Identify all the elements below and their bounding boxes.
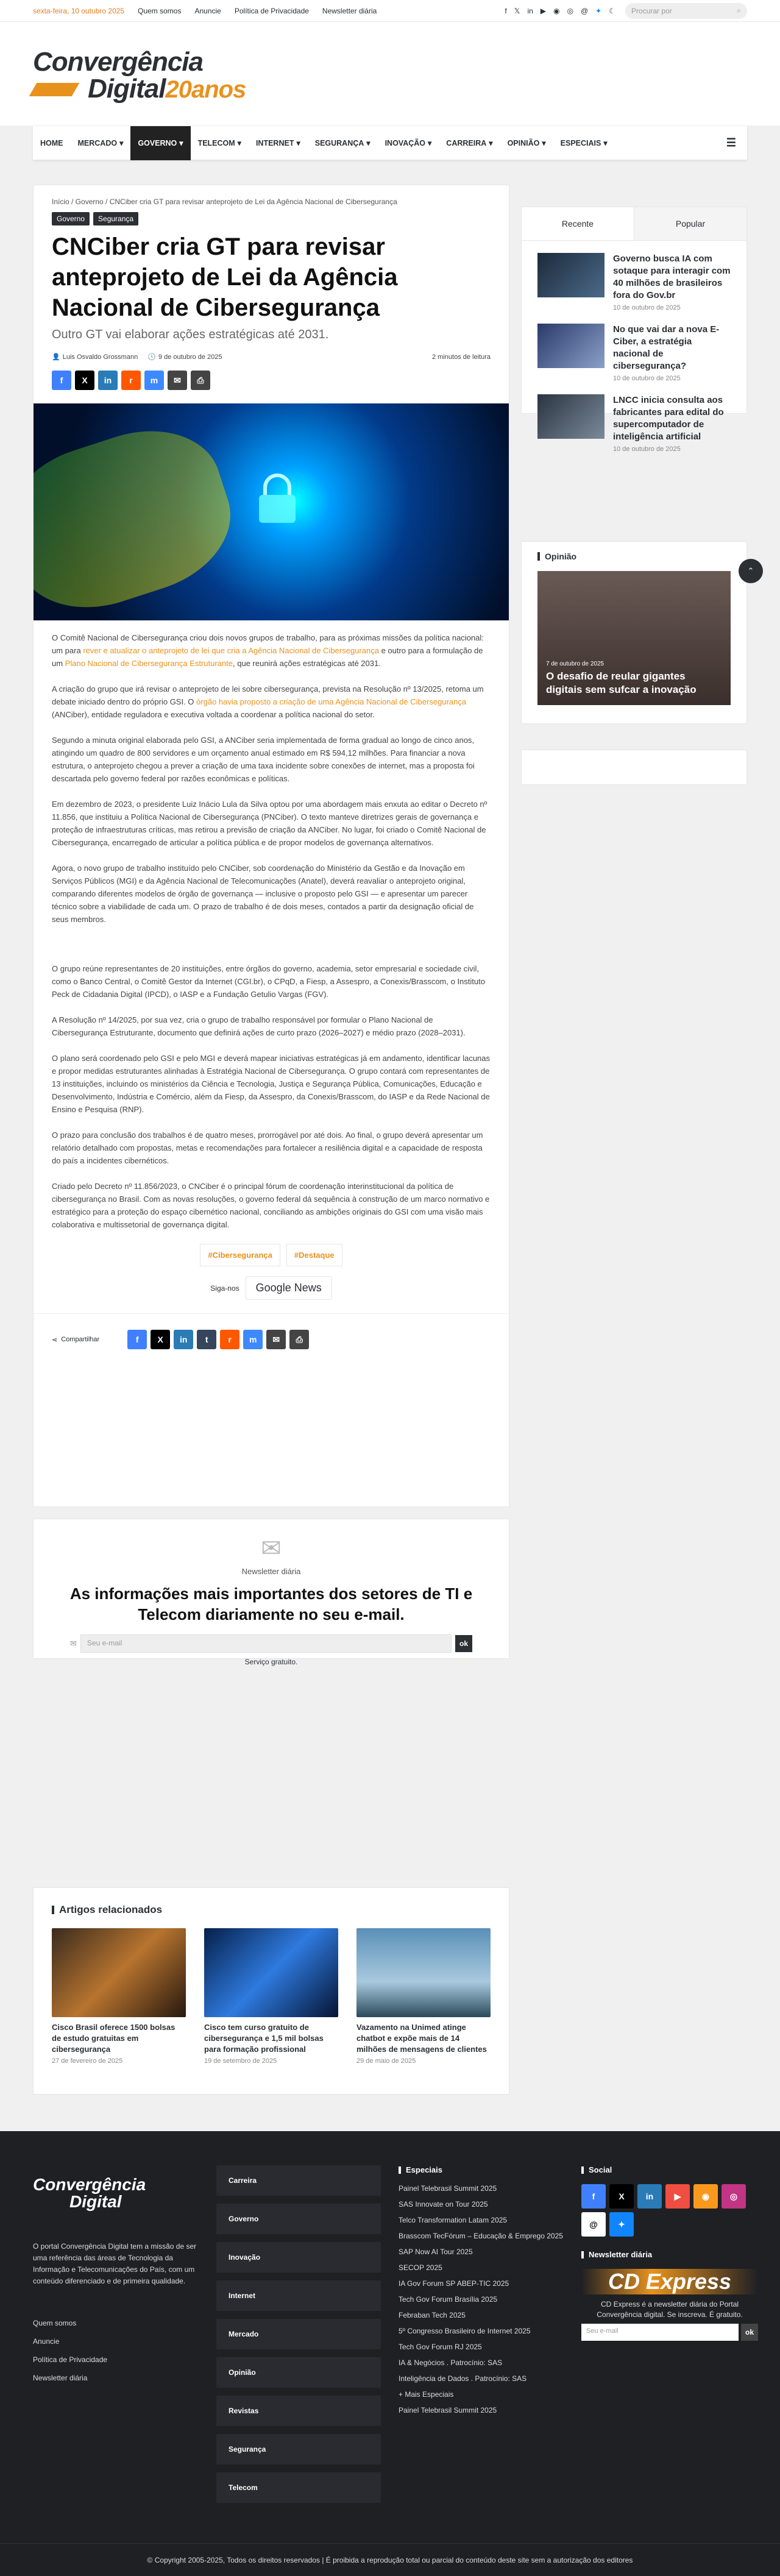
- post-thumbnail[interactable]: [537, 324, 604, 368]
- especiais-title: Especiais: [399, 2165, 563, 2174]
- youtube-icon[interactable]: ▶: [540, 6, 547, 15]
- footer-newsletter-title: Newsletter diária: [581, 2250, 758, 2259]
- especial-link[interactable]: IA Gov Forum SP ABEP-TIC 2025: [399, 2279, 509, 2288]
- follow-label: Siga-nos: [210, 1283, 239, 1293]
- post-thumbnail[interactable]: [537, 253, 604, 297]
- opinion-title: Opinião: [522, 542, 746, 571]
- chevron-down-icon: ▾: [366, 139, 370, 147]
- especial-link[interactable]: SECOP 2025: [399, 2263, 442, 2272]
- site-logo[interactable]: [33, 49, 747, 103]
- tab-recente[interactable]: Recente: [522, 207, 634, 240]
- post-title[interactable]: No que vai dar a nova E-Ciber, a estratégia nacional de cibersegurança?: [613, 324, 720, 371]
- chevron-down-icon: ▾: [603, 139, 608, 147]
- footer-cat[interactable]: Mercado: [216, 2319, 381, 2349]
- messenger-icon[interactable]: m: [243, 1330, 263, 1349]
- facebook-icon[interactable]: f: [52, 371, 71, 390]
- linkedin-icon[interactable]: in: [174, 1330, 193, 1349]
- rss-icon[interactable]: ◉: [553, 6, 560, 15]
- especial-link[interactable]: Tech Gov Forum RJ 2025: [399, 2343, 482, 2351]
- threads-icon[interactable]: @: [581, 2212, 606, 2237]
- footer: [0, 2131, 780, 2576]
- x-icon[interactable]: X: [151, 1330, 170, 1349]
- chevron-down-icon: ▾: [179, 139, 183, 147]
- chevron-down-icon: ▾: [428, 139, 432, 147]
- nav-internet[interactable]: INTERNET ▾: [255, 138, 300, 147]
- footer-cat[interactable]: Internet: [216, 2280, 381, 2311]
- post-thumbnail[interactable]: [537, 394, 604, 439]
- search-placeholder: Procurar por: [631, 6, 672, 15]
- breadcrumb[interactable]: Início / Governo / CNCiber cria GT para revisar anteprojeto de Lei da Agência Nacional de Cibersegurança: [52, 197, 397, 206]
- bottom-share-bar: [34, 1313, 509, 1364]
- footer-link[interactable]: Política de Privacidade: [33, 2355, 108, 2364]
- related-item[interactable]: [52, 1928, 186, 2065]
- footer-about: O portal Convergência Digital tem a missão de ser uma referência das áreas de Tecnologia da Informação e Telecomunicações do País, com um conteúdo diferenciado e de primeira qualidade.: [33, 2242, 197, 2285]
- rss-icon[interactable]: ◉: [693, 2184, 718, 2209]
- top-link-quem-somos[interactable]: Quem somos: [138, 6, 182, 15]
- related-item-title[interactable]: Cisco tem curso gratuito de cibersegurança e 1,5 mil bolsas para formação profissional: [204, 2023, 324, 2054]
- related-item-date: 19 de setembro de 2025: [204, 2057, 277, 2065]
- cd-express-logo: CD Express: [581, 2269, 758, 2294]
- messenger-icon[interactable]: m: [144, 371, 164, 390]
- nav-telecom[interactable]: TELECOM ▾: [197, 138, 241, 147]
- nav-mercado[interactable]: MERCADO ▾: [77, 138, 124, 147]
- facebook-icon[interactable]: f: [127, 1330, 147, 1349]
- article-body: O Comitê Nacional de Cibersegurança criou dois novos grupos de trabalho, para as próximas missões da política nacional: um para rever e atualizar o anteprojeto de lei que cria a Agência Nacional de Cibersegurança e outro para a formulação de um Plano Nacional de Cibersegurança Estruturante, que reunirá ações estratégicas até 2031. A criação do grupo que irá revisar o anteprojeto de lei sobre cibersegurança, prevista na Resolução nº 13/2025, retoma um debate iniciado dentro do próprio GSI. O órgão havia proposto a criação de uma Agência Nacional de Cibersegurança (ANCiber), entidade reguladora e executiva voltada a coordenar a política nacional do setor. Segundo a minuta original elaborada pelo GSI, a ANCiber seria implementada de forma gradual ao longo de cinco anos, atingindo um quadro de 800 servidores e um orçamento anual estimado em R$ 594,12 milhões. Para financiar a nova estrutura, o anteprojeto chegou a prever a criação de uma taxa incidente sobre conexões de internet, mas a proposta foi descartada pelo governo federal por razões econômicas e políticas. Em dezembro de 2023, o presidente Luiz Inácio Lula da Silva optou por uma abordagem mais enxuta ao editar o Decreto nº 11.856, que instituiu a Política Nacional de Cibersegurança (PNCiber). O texto manteve diretrizes gerais de governança e proteção de infraestruturas críticas, mas retirou a previsão de criação da ANCiber. No lugar, foi criado o Comitê Nacional de Cibersegurança, encarregado de articular a política pública e de propor modelos de governança alternativos. Agora, o novo grupo de trabalho instituído pelo CNCiber, sob coordenação do Ministério da Gestão e da Inovação em Serviços Públicos (MGI) e da Agência Nacional de Telecomunicações (Anatel), deverá reavaliar o anteprojeto original, comparando diferentes modelos de órgão de governança — inclusive o proposto pelo GSI — e apresentar um parecer técnico sobre a viabilidade de cada um. O prazo de trabalho é de dois meses, contados a partir da designação oficial de seus membros. O grupo reúne representantes de 20 instituições, entre órgãos do governo, academia, setor empresarial e sociedade civil, como o Banco Central, o Comitê Gestor da Internet (CGI.br), o CPqD, a Fiesp, a Assespro, a Conexis/Brasscom, o Instituto Peck de Cidadania Digital (IPCD), o IASP e a Fundação Getulio Vargas (FGV). A Resolução nº 14/2025, por sua vez, cria o grupo de trabalho responsável por formular o Plano Nacional de Cibersegurança Estruturante, documento que definirá ações de curto prazo (2026–2027) e médio prazo (2028–2031). O plano será coordenado pelo GSI e pelo MGI e deverá mapear iniciativas estratégicas já em andamento, identificar lacunas e propor medidas estruturantes alinhadas à Estratégia Nacional de Cibersegurança. O grupo contará com representantes de 13 instituições, incluindo os ministérios da Ciência e Tecnologia, Justiça e Segurança Pública, Comunicações, Educação e Desenvolvimento, Indústria e Comércio, além da Fiesp, da Assespro, da Conexis/Brasscom, do IASP e da Rede Nacional de Ensino e Pesquisa (RNP). O prazo para conclusão dos trabalhos é de quatro meses, prorrogável por até dois. Ao final, o grupo deverá apresentar um relatório detalhado com propostas, metas e recomendações para fortalecer a resiliência digital e a capacidade de resposta do país a incidentes cibernéticos. Criado pelo Decreto nº 11.856/2023, o CNCiber é o principal fórum de coordenação interinstitucional da política de cibersegurança no Brasil. Com as novas resoluções, o governo federal dá sequência à construção de um marco normativo e estratégico para a proteção do espaço cibernético nacional, conciliando as ambições originais do GSI com uma visão mais colaborativa e multissetorial de governança digital. #Cibersegurança #Destaque Siga-nos Google News ⋖ Compartilhar f X in t r m ✉ ⎙: [34, 620, 509, 1364]
- especial-link[interactable]: IA & Negócios . Patrocínio: SAS: [399, 2358, 503, 2367]
- hashtag-destaque[interactable]: #Destaque: [286, 1244, 342, 1266]
- especial-link[interactable]: Febraban Tech 2025: [399, 2311, 466, 2319]
- chevron-down-icon: ▾: [296, 139, 300, 147]
- post-date: 10 de outubro de 2025: [613, 375, 681, 382]
- page-title: CNCiber cria GT para revisar anteprojeto de Lei da Agência Nacional de Cibersegurança: [52, 233, 398, 321]
- sidebar-opinion-widget: [521, 541, 747, 724]
- paragraph: O grupo reúne representantes de 20 instituições, entre órgãos do governo, academia, setor empresarial e sociedade civil, como o Banco Central, o Comitê Gestor da Internet (CGI.br), o CPqD, a Fiesp, a Assespro, a Conexis/Brasscom, o Instituto Peck de Cidadania Digital (IPCD), o IASP e a Fundação Getulio Vargas (FGV).: [52, 964, 485, 999]
- footer-cat[interactable]: Telecom: [216, 2472, 381, 2503]
- tag-governo[interactable]: Governo: [52, 212, 90, 225]
- x-icon[interactable]: 𝕏: [514, 6, 520, 15]
- social-title: Social: [581, 2165, 758, 2174]
- related-item-title[interactable]: Cisco Brasil oferece 1500 bolsas de estudo gratuitas em cibersegurança: [52, 2023, 176, 2054]
- x-icon[interactable]: X: [609, 2184, 634, 2209]
- author-name[interactable]: Luis Osvaldo Grossmann: [62, 353, 138, 361]
- post-title[interactable]: LNCC inicia consulta aos fabricantes para edital do supercomputador de inteligência artificial: [613, 395, 724, 442]
- especial-link[interactable]: SAP Now AI Tour 2025: [399, 2248, 473, 2256]
- hashtag-ciberseguranca[interactable]: #Cibersegurança: [200, 1244, 280, 1266]
- paragraph: O prazo para conclusão dos trabalhos é de quatro meses, prorrogável por até dois. Ao final, o grupo deverá apresentar um relatório detalhado com propostas, metas e recomendações para fortalecer a resiliência digital e a capacidade de resposta do país a incidentes cibernéticos.: [52, 1130, 483, 1165]
- paragraph: Segundo a minuta original elaborada pelo GSI, a ANCiber seria implementada de forma gradual ao longo de cinco anos, atingindo um quadro de 800 servidores e um orçamento anual estimado em R$ 594,12 milhões. Para financiar a nova estrutura, o anteprojeto chegou a prever a criação de uma taxa incidente sobre conexões de internet, mas a proposta foi descartada pelo governo federal por razões econômicas e políticas.: [52, 736, 475, 783]
- especial-link[interactable]: Painel Telebrasil Summit 2025: [399, 2406, 497, 2415]
- reading-time: 2 minutos de leitura: [432, 353, 491, 361]
- footer-cat[interactable]: Opinião: [216, 2357, 381, 2388]
- especial-link[interactable]: + Mais Especiais: [399, 2390, 454, 2399]
- paragraph: Em dezembro de 2023, o presidente Luiz Inácio Lula da Silva optou por uma abordagem mais enxuta ao editar o Decreto nº 11.856, que instituiu a Política Nacional de Cibersegurança (PNCiber). O texto manteve diretrizes gerais de governança e proteção de infraestruturas críticas, mas retirou a previsão de criação da ANCiber. No lugar, foi criado o Comitê Nacional de Cibersegurança, encarregado de articular a política pública e de propor modelos de governança alternativos.: [52, 800, 488, 847]
- footer-submit-button[interactable]: ok: [741, 2324, 758, 2341]
- mail-icon: ✉: [70, 1639, 77, 1648]
- related-title: Artigos relacionados: [34, 1888, 509, 1928]
- top-bar: [0, 0, 780, 22]
- nav-governo[interactable]: GOVERNO ▾: [130, 126, 190, 160]
- newsletter-title: As informações mais importantes dos setores de TI e Telecom diariamente no seu e-mail.: [69, 1584, 473, 1623]
- top-link-privacidade[interactable]: Política de Privacidade: [234, 6, 309, 15]
- especial-link[interactable]: Inteligência de Dados . Patrocínio: SAS: [399, 2374, 527, 2383]
- linkedin-icon[interactable]: in: [527, 6, 533, 15]
- sidebar-post[interactable]: [537, 253, 731, 311]
- nav-opiniao[interactable]: OPINIÃO ▾: [507, 138, 546, 147]
- paragraph: Agora, o novo grupo de trabalho instituído pelo CNCiber, sob coordenação do Ministério da Gestão e da Inovação em Serviços Públicos (MGI) e da Agência Nacional de Telecomunicações (Anatel), deverá reavaliar o anteprojeto original, comparando diferentes modelos de órgão de governança — inclusive o proposto pelo GSI — e apresentar um parecer técnico sobre a viabilidade de cada um. O prazo de trabalho é de dois meses, contados a partir da designação oficial de seus membros.: [52, 864, 474, 924]
- print-icon[interactable]: ⎙: [289, 1330, 309, 1349]
- article: [33, 185, 509, 1507]
- user-icon: 👤: [52, 353, 60, 361]
- newsletter-box: [33, 1519, 509, 1666]
- related-item-date: 29 de maio de 2025: [356, 2057, 416, 2065]
- brazil-flag-overlay: [34, 410, 247, 620]
- opinion-headline[interactable]: O desafio de reular gigantes digitais sem sufcar a inovação: [546, 670, 697, 695]
- especial-link[interactable]: SAS Innovate on Tour 2025: [399, 2200, 488, 2209]
- footer-social: [581, 2165, 758, 2341]
- newsletter-note: Serviço gratuito.: [244, 1658, 298, 1666]
- newsletter-label: Newsletter diária: [241, 1567, 301, 1576]
- related-image[interactable]: [204, 1928, 338, 2017]
- linkedin-icon[interactable]: in: [637, 2184, 662, 2209]
- related-item-date: 27 de fevereiro de 2025: [52, 2057, 123, 2065]
- google-news-button[interactable]: Google News: [246, 1276, 332, 1300]
- newsletter-email-input[interactable]: Seu e-mail: [80, 1634, 452, 1653]
- especial-link[interactable]: 5º Congresso Brasileiro de Internet 2025: [399, 2327, 531, 2335]
- copyright: © Copyright 2005-2025, Todos os direitos reservados | É proibida a reprodução total ou parcial do conteúdo deste site sem a autorização dos editores: [0, 2543, 780, 2576]
- paragraph: Criado pelo Decreto nº 11.856/2023, o CNCiber é o principal fórum de coordenação interinstitucional da política de cibersegurança no Brasil. Com as novas resoluções, o governo federal dá sequência à construção de um marco normativo e estratégico para a proteção do espaço cibernético nacional, conciliando as ambições originais do GSI com uma visão mais colaborativa e multissetorial de governança digital.: [52, 1182, 490, 1229]
- link-anteprojeto[interactable]: rever e atualizar o anteprojeto de lei que cria a Agência Nacional de Cibersegurança: [83, 646, 379, 655]
- sidebar-tabs-widget: [521, 207, 747, 453]
- main-nav: [33, 126, 747, 160]
- footer-link[interactable]: Anuncie: [33, 2337, 60, 2346]
- search-icon[interactable]: ⌕: [737, 6, 741, 15]
- footer-cat[interactable]: Governo: [216, 2204, 381, 2234]
- envelope-icon: ✉: [261, 1535, 282, 1562]
- paragraph: A Resolução nº 14/2025, por sua vez, cria o grupo de trabalho responsável por formular o Plano Nacional de Cibersegurança Estruturante, documento que definirá ações de curto prazo (2026–2027) e médio prazo (2028–2031).: [52, 1015, 466, 1037]
- especial-link[interactable]: Tech Gov Forum Brasília 2025: [399, 2295, 498, 2304]
- logo-line2: Digital: [88, 74, 166, 104]
- related-item[interactable]: [356, 1928, 491, 2065]
- link-anciber[interactable]: órgão havia proposto a criação de uma Agência Nacional de Cibersegurança: [196, 697, 467, 706]
- nav-seguranca[interactable]: SEGURANÇA ▾: [314, 138, 370, 147]
- nav-inovacao[interactable]: INOVAÇÃO ▾: [385, 138, 432, 147]
- related-item[interactable]: [204, 1928, 338, 2065]
- footer-cat[interactable]: Inovação: [216, 2242, 381, 2273]
- reddit-icon[interactable]: r: [220, 1330, 239, 1349]
- footer-categories: [216, 2165, 381, 2511]
- tumblr-icon[interactable]: t: [197, 1330, 216, 1349]
- footer-link[interactable]: Quem somos: [33, 2319, 77, 2327]
- footer-cat[interactable]: Carreira: [216, 2165, 381, 2196]
- footer-email-input[interactable]: Seu e-mail: [581, 2324, 739, 2341]
- logo-years: 20anos: [165, 76, 246, 103]
- top-link-anuncie[interactable]: Anuncie: [194, 6, 221, 15]
- hero-image: [34, 403, 509, 620]
- paragraph: O plano será coordenado pelo GSI e pelo MGI e deverá mapear iniciativas estratégicas já em andamento, identificar lacunas e propor medidas estruturantes alinhadas à Estratégia Nacional de Cibersegurança. O grupo contará com representantes de 13 instituições, incluindo os ministérios da Ciência e Tecnologia, Justiça e Segurança Pública, Comunicações, Educação e Desenvolvimento, Indústria e Comércio, além da Fiesp, da Assespro, da Conexis/Brasscom, do IASP e da Rede Nacional de Ensino e Pesquisa (RNP).: [52, 1054, 491, 1114]
- reddit-icon[interactable]: r: [121, 371, 141, 390]
- nav-especiais[interactable]: ESPECIAIS ▾: [560, 138, 608, 147]
- facebook-icon[interactable]: f: [505, 6, 507, 15]
- instagram-icon[interactable]: ◎: [722, 2184, 746, 2209]
- post-date: 10 de outubro de 2025: [613, 445, 681, 453]
- share-bar: [34, 361, 509, 390]
- bluesky-icon[interactable]: ✦: [595, 6, 602, 15]
- related-articles: [33, 1887, 509, 2095]
- related-image[interactable]: [52, 1928, 186, 2017]
- footer-especiais: [399, 2165, 563, 2422]
- scroll-button-icon[interactable]: ⌃: [739, 559, 763, 583]
- clock-icon: 🕓: [147, 353, 156, 361]
- logo-line1: Convergência: [33, 47, 203, 77]
- tab-popular[interactable]: Popular: [634, 207, 746, 240]
- chevron-down-icon: ▾: [237, 139, 241, 147]
- footer-link[interactable]: Newsletter diária: [33, 2374, 88, 2382]
- especial-link[interactable]: Painel Telebrasil Summit 2025: [399, 2184, 497, 2193]
- nav-carreira[interactable]: CARREIRA ▾: [446, 138, 493, 147]
- instagram-icon[interactable]: ◎: [567, 6, 573, 15]
- related-image[interactable]: [356, 1928, 491, 2017]
- footer-cat[interactable]: Segurança: [216, 2434, 381, 2464]
- article-subtitle: Outro GT vai elaborar ações estratégicas até 2031.: [52, 328, 329, 341]
- post-date: 10 de outubro de 2025: [613, 304, 681, 311]
- x-icon[interactable]: X: [75, 371, 94, 390]
- hamburger-menu-icon[interactable]: ☰: [726, 137, 736, 149]
- padlock-icon: [253, 470, 302, 525]
- share-label: Compartilhar: [61, 1336, 100, 1343]
- sidebar-post[interactable]: [537, 394, 731, 453]
- logo-arrow-icon: [29, 83, 80, 96]
- sidebar-post[interactable]: [537, 324, 731, 382]
- email-icon[interactable]: ✉: [168, 371, 187, 390]
- link-plano-nacional[interactable]: Plano Nacional de Cibersegurança Estruturante: [65, 659, 233, 668]
- current-date: sexta-feira, 10 outubro 2025: [33, 6, 125, 15]
- bluesky-icon[interactable]: ✦: [609, 2212, 634, 2237]
- tag-seguranca[interactable]: Segurança: [93, 212, 138, 225]
- email-icon[interactable]: ✉: [266, 1330, 286, 1349]
- share-icon: ⋖: [52, 1336, 58, 1344]
- dark-mode-icon[interactable]: ☾: [609, 6, 615, 15]
- facebook-icon[interactable]: f: [581, 2184, 606, 2209]
- opinion-card[interactable]: [537, 571, 731, 705]
- search-input[interactable]: [625, 3, 747, 19]
- linkedin-icon[interactable]: in: [98, 371, 118, 390]
- youtube-icon[interactable]: ▶: [665, 2184, 690, 2209]
- chevron-down-icon: ▾: [489, 139, 493, 147]
- chevron-down-icon: ▾: [542, 139, 546, 147]
- especial-link[interactable]: Brasscom TecFórum – Educação & Emprego 2025: [399, 2232, 563, 2240]
- post-title[interactable]: Governo busca IA com sotaque para interagir com 40 milhões de brasileiros fora do Gov.br: [613, 254, 731, 300]
- sidebar-empty-widget: [521, 750, 747, 785]
- related-item-title[interactable]: Vazamento na Unimed atinge chatbot e expõe mais de 14 milhões de mensagens de clientes: [356, 2023, 487, 2054]
- print-icon[interactable]: ⎙: [191, 371, 210, 390]
- header: [0, 22, 780, 126]
- top-link-newsletter[interactable]: Newsletter diária: [322, 6, 377, 15]
- top-social: [505, 7, 615, 15]
- article-date: 9 de outubro de 2025: [158, 353, 222, 361]
- footer-cat[interactable]: Revistas: [216, 2396, 381, 2426]
- chevron-down-icon: ▾: [119, 139, 124, 147]
- especial-link[interactable]: Telco Transformation Latam 2025: [399, 2216, 508, 2224]
- nav-home[interactable]: HOME: [40, 138, 63, 147]
- opinion-date: 7 de outubro de 2025: [546, 661, 604, 667]
- footer-logo[interactable]: Convergência Digital: [33, 2175, 146, 2211]
- newsletter-submit-button[interactable]: ok: [455, 1635, 472, 1652]
- threads-icon[interactable]: @: [580, 6, 589, 15]
- cd-express-text: CD Express é a newsletter diária do Portal Convergência digital. Se inscreva. É gratuito.: [597, 2300, 743, 2319]
